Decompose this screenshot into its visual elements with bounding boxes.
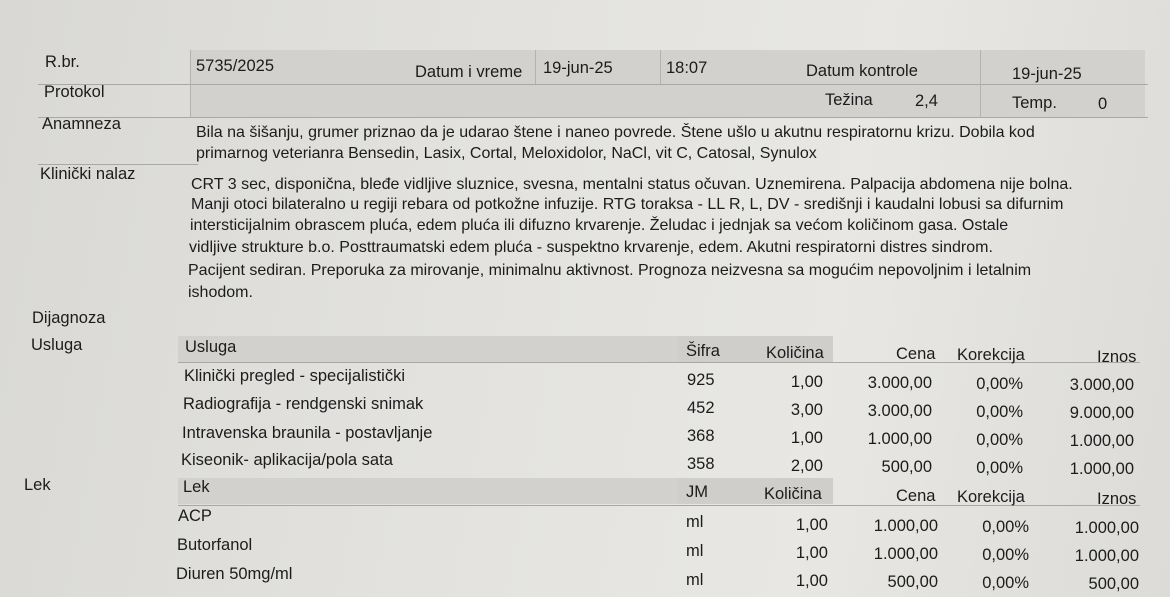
lek-cell-cena: 1.000,00 [873,545,938,563]
klinicki-line: intersticijalnim obrascem pluća, edem pluća ili difuzno krvarenje. Želudac i jednjak sa većom količinom gasa. Ostale [190,217,1009,234]
usluga-cell-kolicina: 1,00 [790,373,823,391]
lek-header-name: Lek [183,478,210,496]
lek-header-iznos: Iznos [1097,490,1137,508]
temp-label: Temp. [1012,94,1057,112]
lek-cell-korekcija: 0,00% [982,574,1029,592]
usluga-cell-cena: 3.000,00 [867,402,932,420]
klinicki-line: Pacijent sediran. Preporuka za mirovanje, minimalnu aktivnost. Prognoza neizvesna sa mogućim nepovoljnim i letalnim [188,262,1032,279]
protokol-label: Protokol [44,83,105,101]
lek-cell-name: Diuren 50mg/ml [176,565,293,583]
time-value: 18:07 [666,59,708,77]
rbr-label: R.br. [45,53,80,71]
usluga-section-label: Usluga [31,336,83,354]
header-col-divider [980,50,981,118]
usluga-header-korekcija: Korekcija [957,346,1025,364]
lek-section-label: Lek [24,476,51,494]
usluga-cell-kolicina: 1,00 [790,429,823,447]
header-col-divider [190,50,191,118]
kontrola-label: Datum kontrole [806,62,918,80]
usluga-cell-korekcija: 0,00% [976,403,1023,421]
usluga-cell-kolicina: 3,00 [790,401,823,419]
lek-cell-korekcija: 0,00% [982,546,1029,564]
lek-cell-cena: 500,00 [887,573,938,591]
usluga-cell-korekcija: 0,00% [976,375,1023,393]
usluga-header-sifra: Šifra [686,342,720,360]
header-divider [38,84,1148,85]
tezina-value: 2,4 [915,92,938,110]
usluga-cell-name: Intravenska braunila - postavljanje [182,424,433,442]
usluga-header-iznos: Iznos [1097,348,1137,366]
lek-cell-cena: 1.000,00 [873,517,938,535]
datum-label: Datum i vreme [415,63,523,81]
usluga-cell-sifra: 368 [687,427,715,445]
lek-header-jm: JM [686,483,708,501]
lek-cell-jm: ml [686,571,704,589]
lek-cell-iznos: 1.000,00 [1074,547,1139,565]
usluga-cell-korekcija: 0,00% [976,459,1023,477]
rbr-value: 5735/2025 [196,57,274,75]
usluga-cell-sifra: 925 [687,371,715,389]
usluga-header-cena: Cena [896,345,936,363]
usluga-cell-name: Klinički pregled - specijalistički [184,367,405,385]
klinicki-label: Klinički nalaz [40,165,136,183]
lek-cell-kolicina: 1,00 [795,544,828,562]
klinicki-line: vidljive strukture b.o. Posttraumatski edem pluća - suspektno krvarenje, edem. Akutni respiratorni distres sindrom. [189,239,993,256]
usluga-cell-iznos: 3.000,00 [1069,376,1134,394]
usluga-cell-cena: 1.000,00 [867,430,932,448]
lek-cell-name: ACP [178,507,212,525]
usluga-cell-korekcija: 0,00% [976,431,1023,449]
lek-cell-name: Butorfanol [177,536,253,554]
lek-cell-jm: ml [686,542,704,560]
klinicki-line: Manji otoci bilateralno u regiji rebara od potkožne infuzije. RTG toraksa - LL R, L, DV - središnji i kaudalni lobusi sa difurnim [191,196,1064,213]
lek-header-cena: Cena [896,487,936,505]
usluga-cell-name: Radiografija - rendgenski snimak [183,395,424,413]
usluga-cell-cena: 3.000,00 [867,374,932,392]
dijagnoza-label: Dijagnoza [32,309,106,327]
lek-cell-korekcija: 0,00% [982,518,1029,536]
usluga-cell-cena: 500,00 [881,458,932,476]
usluga-cell-iznos: 1.000,00 [1069,432,1134,450]
lek-header-shade [178,478,678,504]
usluga-cell-sifra: 452 [687,399,715,417]
lek-cell-iznos: 1.000,00 [1074,519,1139,537]
lek-cell-kolicina: 1,00 [795,516,828,534]
kontrola-value: 19-jun-25 [1012,65,1082,83]
lek-header-korekcija: Korekcija [957,488,1025,506]
usluga-cell-name: Kiseonik- aplikacija/pola sata [181,451,393,469]
tezina-label: Težina [825,91,873,109]
header-col-divider [535,50,536,84]
header-bottom-line [38,117,1148,118]
usluga-header-shade [178,336,678,362]
temp-value: 0 [1098,95,1108,113]
lek-cell-kolicina: 1,00 [795,572,828,590]
lek-header-kolicina: Količina [764,485,822,503]
anamneza-line: Bila na šišanju, grumer priznao da je udarao štene i naneo povrede. Štene ušlo u akutnu respiratornu krizu. Dobila kod [196,124,1035,141]
anamneza-label: Anamneza [42,115,121,133]
header-col-divider [660,50,661,84]
usluga-cell-sifra: 358 [687,455,715,473]
klinicki-line: ishodom. [188,284,253,301]
usluga-cell-iznos: 1.000,00 [1069,460,1134,478]
anamneza-line: primarnog veterianra Bensedin, Lasix, Cortal, Meloxidolor, NaCl, vit C, Catosal, Synulox [196,145,817,162]
usluga-header-kolicina: Količina [766,344,824,362]
usluga-header-name: Usluga [185,338,237,356]
klinicki-line: CRT 3 sec, disponična, bleđe vidljive sluznice, svesna, mentalni status očuvan. Uznemirena. Palpacija abdomena nije bolna. [191,176,1073,193]
lek-cell-iznos: 500,00 [1088,575,1139,593]
lek-cell-jm: ml [686,513,704,531]
datum-value: 19-jun-25 [543,59,613,77]
usluga-cell-kolicina: 2,00 [790,457,823,475]
usluga-cell-iznos: 9.000,00 [1069,404,1134,422]
